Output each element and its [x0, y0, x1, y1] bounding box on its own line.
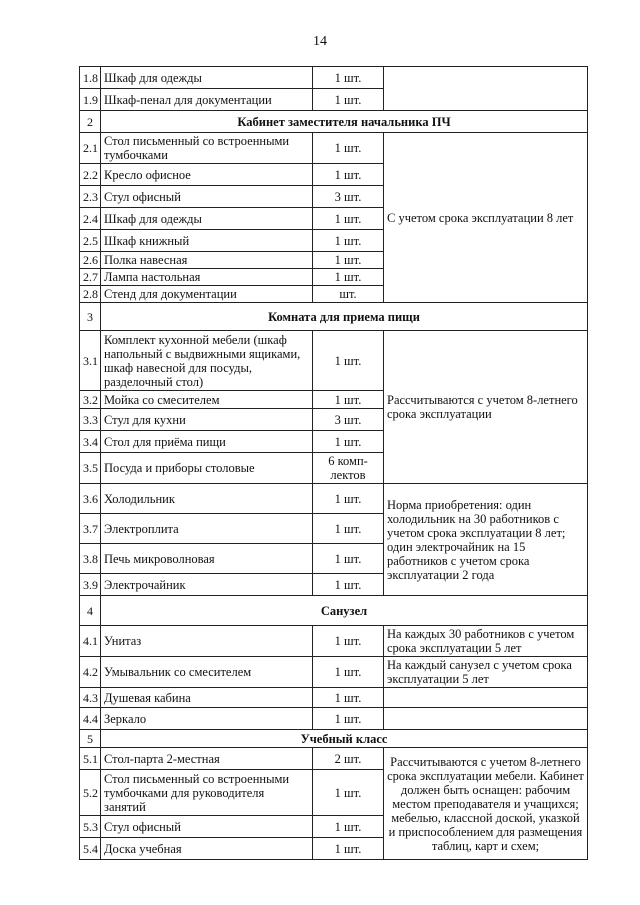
- section-title: Учебный класс: [101, 730, 588, 748]
- table-row: [80, 688, 588, 708]
- item-number: 3.6: [80, 484, 101, 514]
- item-note: На каждых 30 работников с учетом срока эксплуатации 5 лет: [384, 626, 588, 657]
- item-quantity: 1 шт.: [313, 574, 384, 596]
- item-name: Стул офисный: [101, 186, 313, 208]
- section-title: Комната для приема пищи: [101, 303, 588, 331]
- section-row: [80, 111, 588, 133]
- item-number: 5.1: [80, 748, 101, 770]
- item-number: 1.8: [80, 67, 101, 89]
- item-quantity: шт.: [313, 286, 384, 303]
- item-quantity: 1 шт.: [313, 208, 384, 230]
- table-row: [80, 484, 588, 514]
- item-name: Печь микроволновая: [101, 544, 313, 574]
- table-row: [80, 626, 588, 657]
- table-row: [80, 657, 588, 688]
- item-number: 2.5: [80, 230, 101, 252]
- item-quantity: 3 шт.: [313, 186, 384, 208]
- table-row: [80, 67, 588, 89]
- item-name: Холодильник: [101, 484, 313, 514]
- item-name: Мойка со смесителем: [101, 391, 313, 409]
- item-name: Стол-парта 2-местная: [101, 748, 313, 770]
- item-number: 2.8: [80, 286, 101, 303]
- section-row: [80, 596, 588, 626]
- item-quantity: 1 шт.: [313, 331, 384, 391]
- item-name: Шкаф-пенал для документации: [101, 89, 313, 111]
- item-number: 3.1: [80, 331, 101, 391]
- table-row: [80, 708, 588, 730]
- item-name: Умывальник со смесителем: [101, 657, 313, 688]
- item-name: Стул офисный: [101, 816, 313, 838]
- item-quantity: 1 шт.: [313, 626, 384, 657]
- item-quantity: 3 шт.: [313, 409, 384, 431]
- section-number: 4: [80, 596, 101, 626]
- item-name: Стол для приёма пищи: [101, 431, 313, 453]
- item-number: 3.2: [80, 391, 101, 409]
- page-number: 14: [313, 34, 327, 49]
- item-quantity: 1 шт.: [313, 164, 384, 186]
- section-number: 3: [80, 303, 101, 331]
- item-name: Унитаз: [101, 626, 313, 657]
- item-name: Шкаф для одежды: [101, 208, 313, 230]
- item-quantity: 1 шт.: [313, 770, 384, 816]
- item-name: Шкаф для одежды: [101, 67, 313, 89]
- item-number: 2.6: [80, 252, 101, 269]
- item-quantity: 1 шт.: [313, 89, 384, 111]
- item-quantity: 1 шт.: [313, 484, 384, 514]
- item-quantity: 2 шт.: [313, 748, 384, 770]
- section-row: [80, 303, 588, 331]
- section-number: 5: [80, 730, 101, 748]
- item-number: 5.3: [80, 816, 101, 838]
- item-number: 4.3: [80, 688, 101, 708]
- item-number: 2.2: [80, 164, 101, 186]
- item-quantity: 1 шт.: [313, 544, 384, 574]
- item-name: Душевая кабина: [101, 688, 313, 708]
- item-name: Полка навесная: [101, 252, 313, 269]
- item-number: 4.2: [80, 657, 101, 688]
- item-number: 3.4: [80, 431, 101, 453]
- item-number: 5.2: [80, 770, 101, 816]
- item-note: [384, 708, 588, 730]
- item-number: 3.5: [80, 453, 101, 484]
- equipment-table: [79, 66, 588, 860]
- item-name: Лампа настольная: [101, 269, 313, 286]
- item-quantity: 1 шт.: [313, 838, 384, 860]
- item-number: 3.7: [80, 514, 101, 544]
- table-row: [80, 133, 588, 164]
- item-number: 3.8: [80, 544, 101, 574]
- item-note: [384, 67, 588, 111]
- item-number: 2.1: [80, 133, 101, 164]
- item-name: Шкаф книжный: [101, 230, 313, 252]
- item-quantity: 1 шт.: [313, 269, 384, 286]
- item-quantity: 1 шт.: [313, 431, 384, 453]
- item-note: С учетом срока эксплуатации 8 лет: [384, 133, 588, 303]
- item-number: 2.3: [80, 186, 101, 208]
- section-number: 2: [80, 111, 101, 133]
- item-number: 2.4: [80, 208, 101, 230]
- table-row: [80, 748, 588, 770]
- item-name: Стол письменный со встроенными тумбочками: [101, 133, 313, 164]
- item-quantity: 1 шт.: [313, 67, 384, 89]
- section-title: Кабинет заместителя начальника ПЧ: [101, 111, 588, 133]
- item-quantity: 1 шт.: [313, 657, 384, 688]
- item-quantity: 1 шт.: [313, 514, 384, 544]
- table-row: [80, 331, 588, 391]
- item-number: 4.1: [80, 626, 101, 657]
- item-number: 1.9: [80, 89, 101, 111]
- item-quantity: 1 шт.: [313, 230, 384, 252]
- item-quantity: 1 шт.: [313, 252, 384, 269]
- item-note: Рассчитываются с учетом 8-летнего срока эксплуатации: [384, 331, 588, 484]
- item-name: Электроплита: [101, 514, 313, 544]
- item-quantity: 1 шт.: [313, 688, 384, 708]
- item-note: [384, 688, 588, 708]
- item-quantity: 1 шт.: [313, 133, 384, 164]
- section-row: [80, 730, 588, 748]
- item-quantity: 1 шт.: [313, 391, 384, 409]
- item-name: Кресло офисное: [101, 164, 313, 186]
- item-name: Электрочайник: [101, 574, 313, 596]
- item-note: Рассчитываются с учетом 8-летнего срока эксплуатации мебели. Кабинет должен быть оснащен: рабочим местом преподавателя и учащихся; мебелью, классной доской, указкой и приспособлением для размещения таблиц, карт и схем;: [384, 748, 588, 860]
- item-name: Зеркало: [101, 708, 313, 730]
- item-name: Стол письменный со встроенными тумбочками для руководителя занятий: [101, 770, 313, 816]
- item-name: Доска учебная: [101, 838, 313, 860]
- item-note: На каждый санузел с учетом срока эксплуатации 5 лет: [384, 657, 588, 688]
- item-number: 5.4: [80, 838, 101, 860]
- item-name: Комплект кухонной мебели (шкаф напольный с выдвижными ящиками, шкаф навесной для посуды, разделочный стол): [101, 331, 313, 391]
- item-quantity: 1 шт.: [313, 816, 384, 838]
- item-note: Норма приобретения: один холодильник на 30 работников с учетом срока эксплуатации 8 лет; один электрочайник на 15 работников с учетом срока эксплуатации 2 года: [384, 484, 588, 596]
- item-number: 3.3: [80, 409, 101, 431]
- item-name: Стенд для документации: [101, 286, 313, 303]
- item-name: Посуда и приборы столовые: [101, 453, 313, 484]
- item-number: 2.7: [80, 269, 101, 286]
- item-name: Стул для кухни: [101, 409, 313, 431]
- section-title: Санузел: [101, 596, 588, 626]
- item-number: 4.4: [80, 708, 101, 730]
- item-quantity: 1 шт.: [313, 708, 384, 730]
- item-number: 3.9: [80, 574, 101, 596]
- item-quantity: 6 комп-лектов: [313, 453, 384, 484]
